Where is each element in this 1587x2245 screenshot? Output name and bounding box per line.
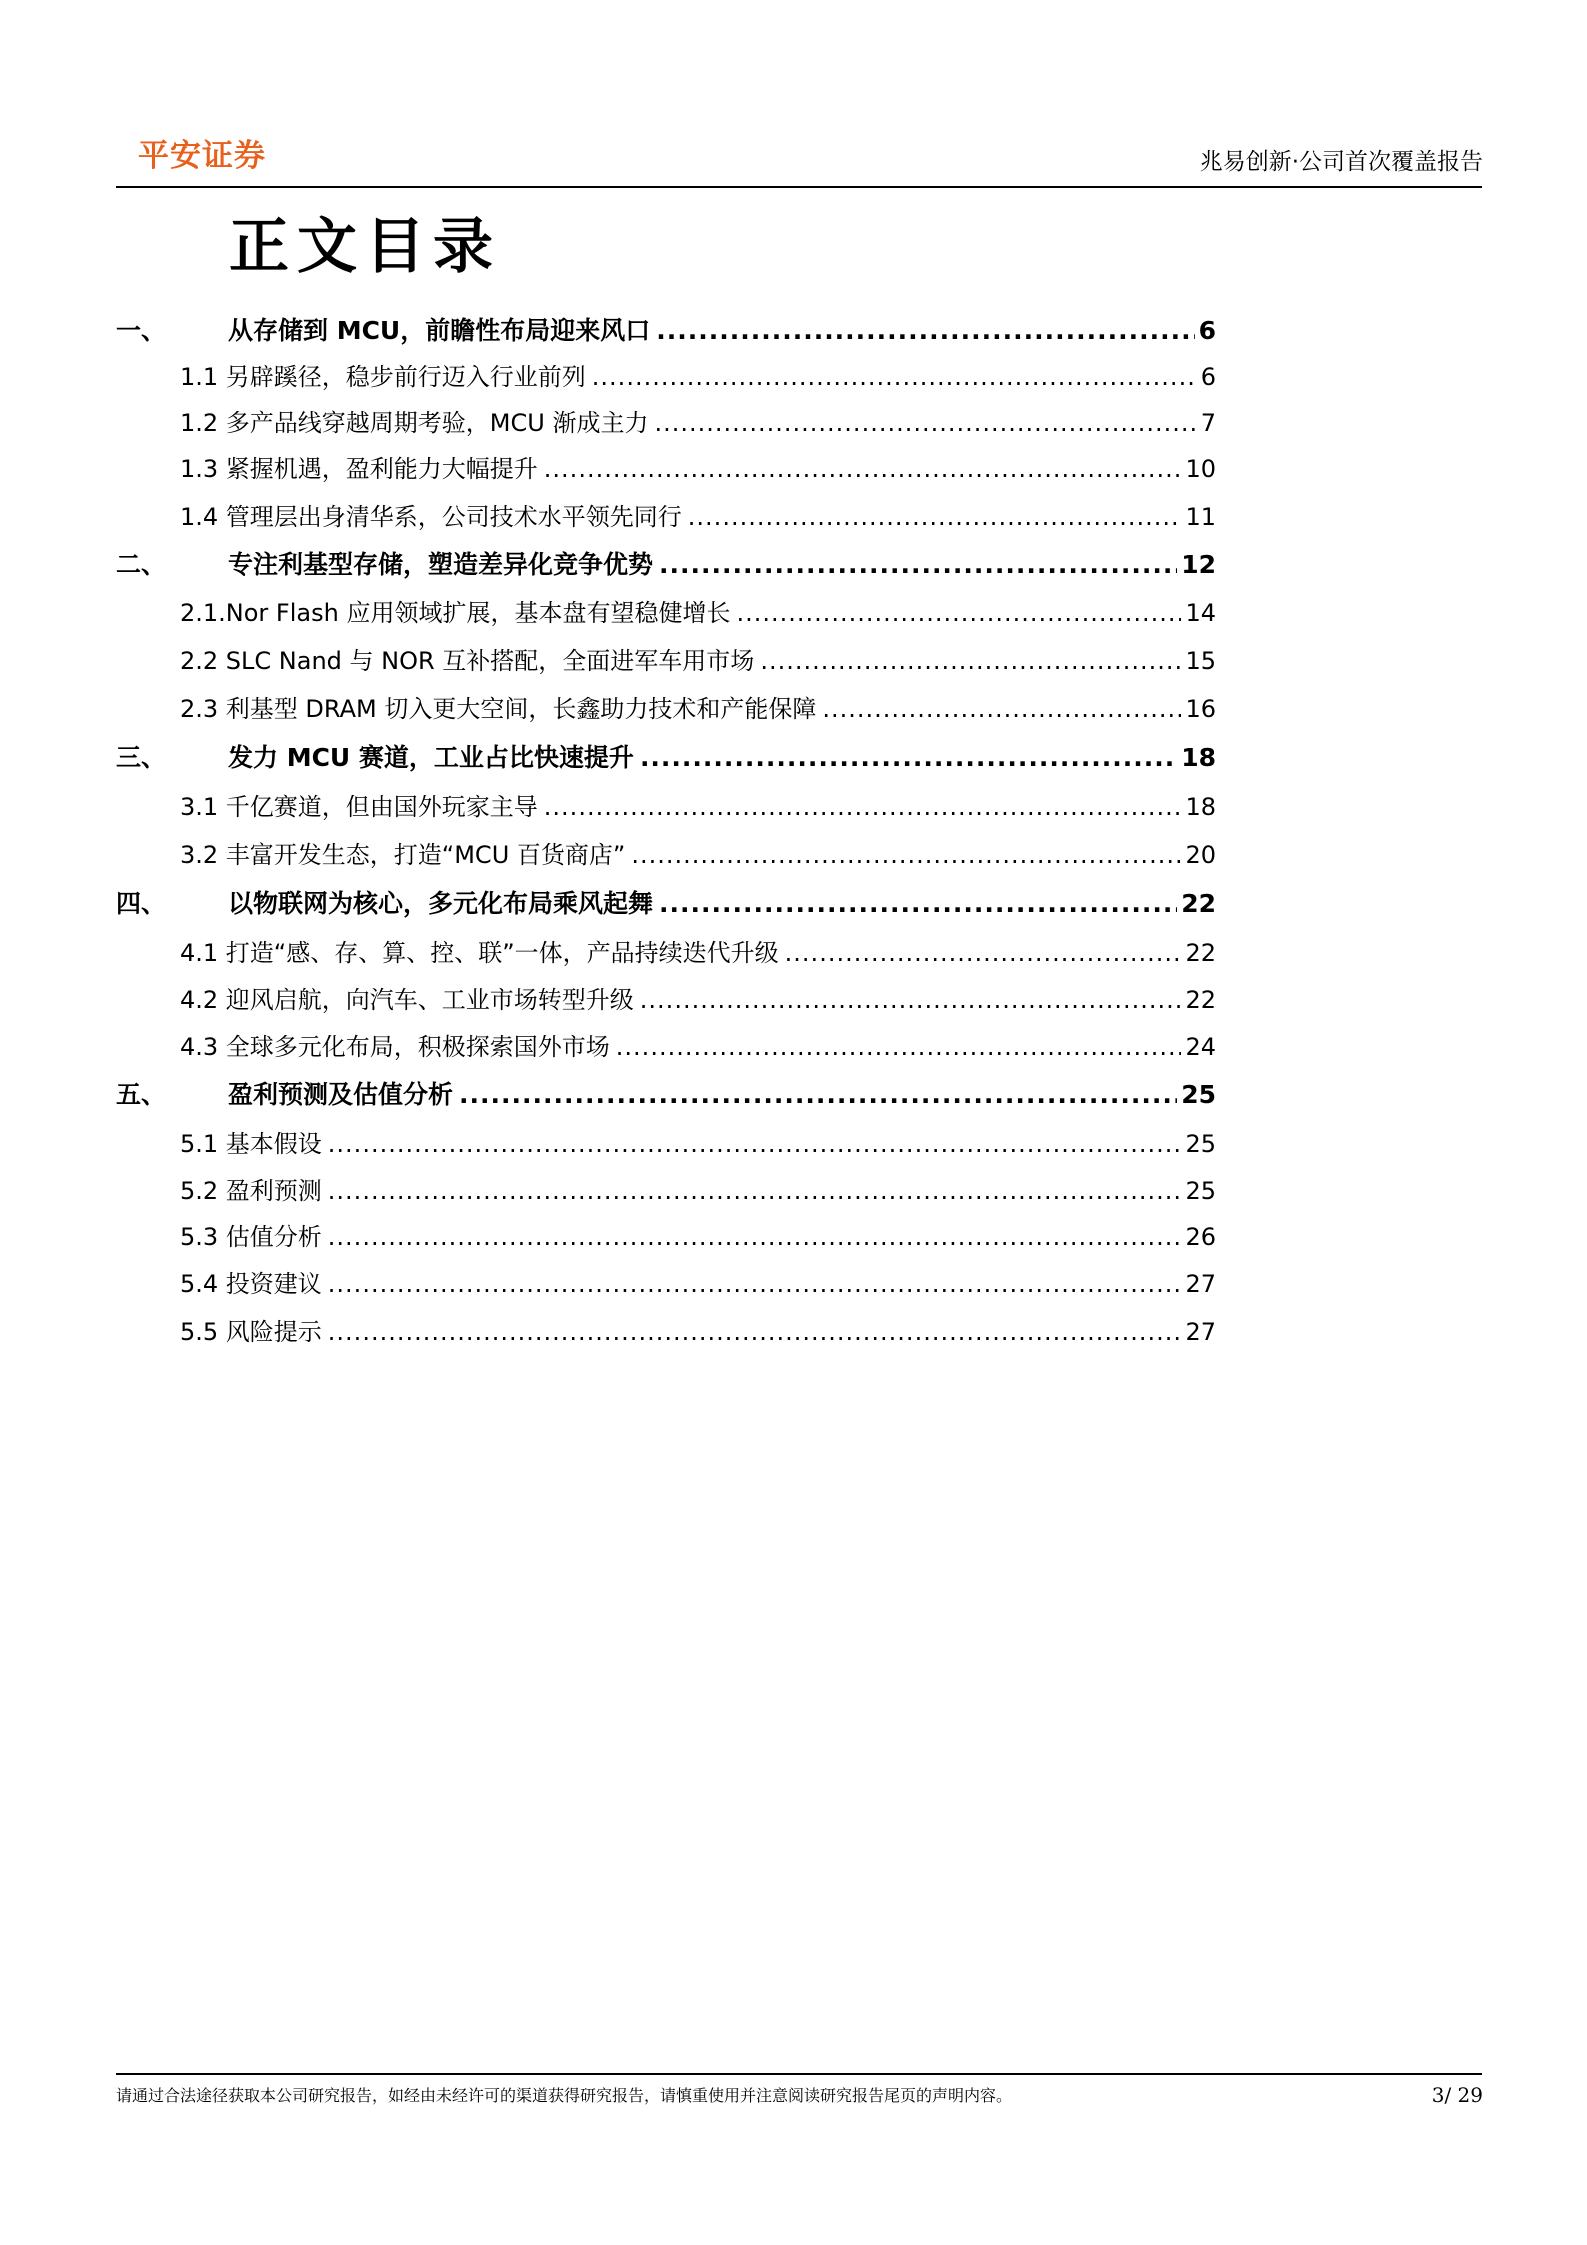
toc-page-number: 11	[1185, 503, 1216, 531]
toc-page-number: 18	[1181, 743, 1216, 772]
header-divider	[116, 186, 1482, 188]
toc-dot-leader	[544, 790, 1182, 824]
toc-page-number: 25	[1185, 1177, 1216, 1205]
toc-entry-title: 5.4 投资建议	[180, 1270, 322, 1298]
toc-page-number: 22	[1185, 986, 1216, 1014]
toc-section-entry[interactable]	[116, 981, 1216, 1017]
toc-entry-title: 2.1.Nor Flash 应用领域扩展，基本盘有望稳健增长	[180, 599, 731, 627]
toc-page-number: 10	[1185, 455, 1216, 483]
toc-chapter-entry[interactable]	[116, 885, 1216, 921]
toc-section-entry[interactable]	[116, 450, 1216, 486]
toc-page-number: 26	[1185, 1223, 1216, 1251]
toc-entry-title: 5.5 风险提示	[180, 1318, 322, 1346]
toc-chapter-entry[interactable]	[116, 739, 1216, 775]
toc-entry-title: 3.1 千亿赛道，但由国外玩家主导	[180, 793, 538, 821]
toc-page-number: 7	[1200, 409, 1216, 437]
toc-dot-leader	[736, 596, 1181, 630]
toc-section-entry[interactable]	[116, 690, 1216, 726]
toc-page-number: 6	[1200, 363, 1216, 391]
toc-chapter-entry[interactable]	[116, 1076, 1216, 1112]
toc-dot-leader	[640, 983, 1182, 1017]
toc-entry-title: 1.4 管理层出身清华系，公司技术水平领先同行	[180, 503, 682, 531]
toc-dot-leader	[459, 1078, 1177, 1112]
toc-page-number: 14	[1185, 599, 1216, 627]
toc-entry-title: 5.1 基本假设	[180, 1130, 322, 1158]
toc-page-number: 22	[1181, 889, 1216, 918]
toc-chapter-number: 一、	[116, 316, 167, 345]
toc-dot-leader	[592, 360, 1197, 394]
toc-entry-title: 1.2 多产品线穿越周期考验，MCU 渐成主力	[180, 409, 649, 437]
toc-heading: 正文目录	[229, 212, 501, 282]
toc-entry-title: 盈利预测及估值分析	[228, 1080, 454, 1109]
toc-dot-leader	[822, 692, 1181, 726]
toc-dot-leader	[785, 936, 1182, 970]
toc-chapter-number: 二、	[116, 550, 167, 579]
toc-entry-title: 发力 MCU 赛道，工业占比快速提升	[228, 743, 634, 772]
toc-entry-title: 2.2 SLC Nand 与 NOR 互补搭配，全面进军车用市场	[180, 647, 755, 675]
toc-section-entry[interactable]	[116, 1028, 1216, 1064]
toc-dot-leader	[328, 1220, 1182, 1254]
toc-dot-leader	[631, 838, 1181, 872]
footer-divider	[116, 2073, 1482, 2075]
toc-section-entry[interactable]	[116, 1218, 1216, 1254]
toc-dot-leader	[328, 1267, 1182, 1301]
footer-disclaimer: 请通过合法途径获取本公司研究报告，如经由未经许可的渠道获得研究报告，请慎重使用并注意阅读研究报告尾页的声明内容。	[116, 2086, 1013, 2105]
toc-dot-leader	[688, 500, 1182, 534]
toc-dot-leader	[659, 887, 1177, 921]
toc-section-entry[interactable]	[116, 788, 1216, 824]
toc-section-entry[interactable]	[116, 1265, 1216, 1301]
toc-dot-leader	[544, 452, 1182, 486]
toc-dot-leader	[616, 1030, 1182, 1064]
toc-section-entry[interactable]	[116, 498, 1216, 534]
toc-chapter-number: 五、	[116, 1080, 167, 1109]
toc-dot-leader	[656, 314, 1194, 348]
page-indicator: 3/ 29	[1431, 2083, 1483, 2107]
toc-entry-title: 专注利基型存储，塑造差异化竞争优势	[228, 550, 654, 579]
toc-section-entry[interactable]	[116, 358, 1216, 394]
toc-page-number: 27	[1185, 1318, 1216, 1346]
toc-page-number: 27	[1185, 1270, 1216, 1298]
toc-chapter-entry[interactable]	[116, 312, 1216, 348]
toc-dot-leader	[328, 1174, 1182, 1208]
toc-chapter-number: 三、	[116, 743, 167, 772]
toc-entry-title: 3.2 丰富开发生态，打造“MCU 百货商店”	[180, 841, 626, 869]
toc-entry-title: 从存储到 MCU，前瞻性布局迎来风口	[228, 316, 651, 345]
toc-dot-leader	[654, 406, 1196, 440]
toc-page-number: 22	[1185, 939, 1216, 967]
toc-entry-title: 4.2 迎风启航，向汽车、工业市场转型升级	[180, 986, 634, 1014]
toc-entry-title: 以物联网为核心，多元化布局乘风起舞	[228, 889, 654, 918]
toc-page-number: 25	[1185, 1130, 1216, 1158]
toc-section-entry[interactable]	[116, 1172, 1216, 1208]
toc-entry-title: 4.1 打造“感、存、算、控、联”一体，产品持续迭代升级	[180, 939, 779, 967]
report-title: 兆易创新·公司首次覆盖报告	[1199, 149, 1483, 175]
toc-dot-leader	[328, 1315, 1182, 1349]
toc-dot-leader	[640, 741, 1177, 775]
toc-section-entry[interactable]	[116, 594, 1216, 630]
toc-chapter-entry[interactable]	[116, 546, 1216, 582]
toc-page-number: 15	[1185, 647, 1216, 675]
toc-page-number: 12	[1181, 550, 1216, 579]
toc-entry-title: 2.3 利基型 DRAM 切入更大空间，长鑫助力技术和产能保障	[180, 695, 817, 723]
toc-page-number: 6	[1198, 316, 1216, 345]
toc-entry-title: 5.3 估值分析	[180, 1223, 322, 1251]
toc-section-entry[interactable]	[116, 1313, 1216, 1349]
brand-logo: 平安证券	[138, 138, 266, 174]
toc-page-number: 20	[1185, 841, 1216, 869]
toc-entry-title: 1.1 另辟蹊径，稳步前行迈入行业前列	[180, 363, 586, 391]
toc-section-entry[interactable]	[116, 404, 1216, 440]
toc-entry-title: 1.3 紧握机遇，盈利能力大幅提升	[180, 455, 538, 483]
toc-dot-leader	[659, 548, 1177, 582]
toc-page-number: 18	[1185, 793, 1216, 821]
toc-dot-leader	[328, 1127, 1182, 1161]
toc-chapter-number: 四、	[116, 889, 167, 918]
toc-page-number: 25	[1181, 1080, 1216, 1109]
toc-section-entry[interactable]	[116, 934, 1216, 970]
toc-dot-leader	[760, 644, 1181, 678]
toc-entry-title: 5.2 盈利预测	[180, 1177, 322, 1205]
toc-page-number: 16	[1185, 695, 1216, 723]
toc-page-number: 24	[1185, 1033, 1216, 1061]
toc-section-entry[interactable]	[116, 1125, 1216, 1161]
toc-section-entry[interactable]	[116, 836, 1216, 872]
toc-entry-title: 4.3 全球多元化布局，积极探索国外市场	[180, 1033, 610, 1061]
toc-section-entry[interactable]	[116, 642, 1216, 678]
